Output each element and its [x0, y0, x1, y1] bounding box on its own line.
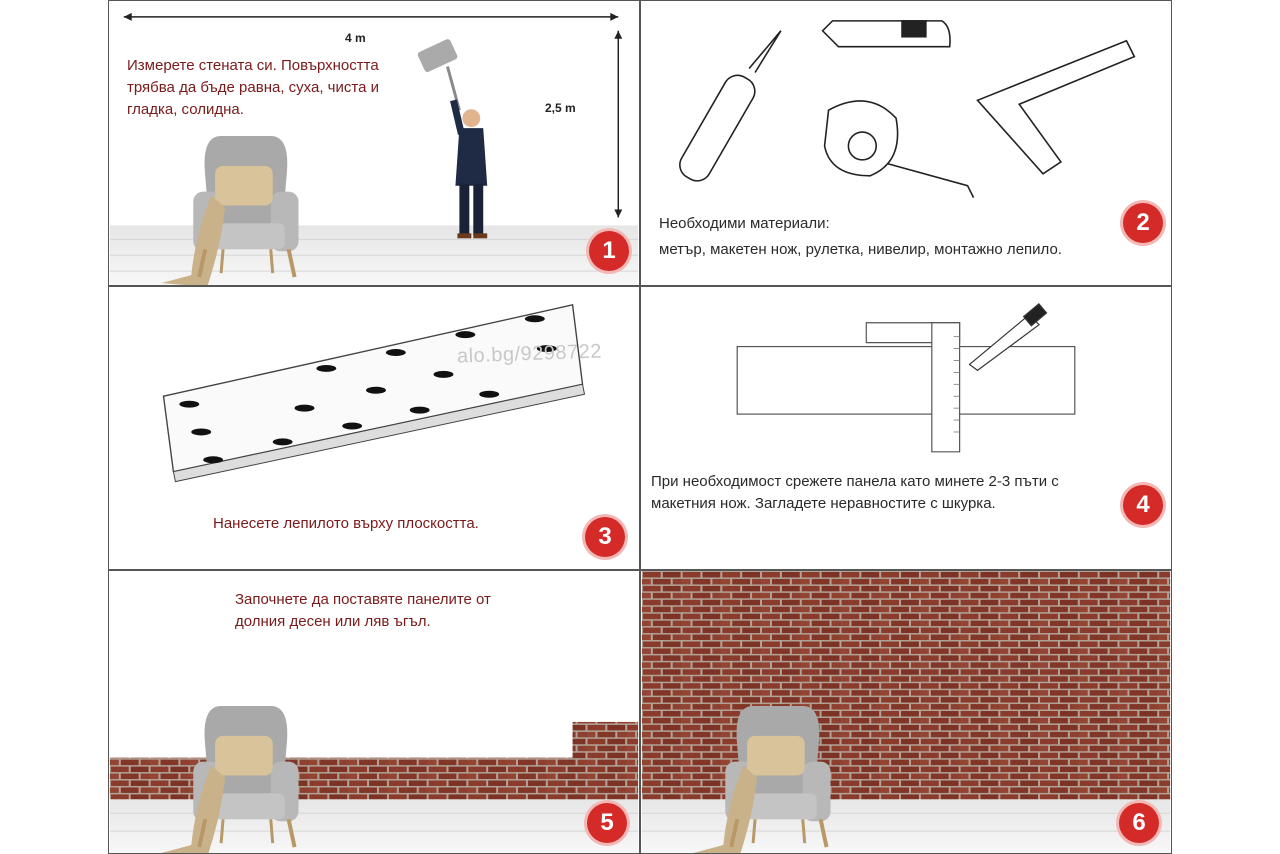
- step-4-badge: 4: [1123, 485, 1163, 525]
- square-ruler-icon: [977, 41, 1134, 174]
- step-1-badge: 1: [589, 231, 629, 271]
- instruction-grid: [108, 0, 1172, 854]
- height-label: 2,5 m: [545, 101, 576, 115]
- person-measuring-icon: [417, 38, 487, 238]
- utility-knife-icon: [823, 21, 950, 47]
- step-2-caption-line2: метър, макетен нож, рулетка, нивелир, монтажно лепило.: [659, 241, 1062, 258]
- step-2-caption-line1: Необходими материали:: [659, 215, 830, 232]
- step-3-panel: [108, 286, 640, 570]
- step-3-badge: 3: [585, 517, 625, 557]
- step-1-caption: Измерете стената си. Повърхността трябва да бъде равна, суха, чиста и гладка, солидна.: [127, 57, 379, 118]
- glue-tube-icon: [675, 31, 781, 186]
- step-5-caption: Започнете да поставяте панелите от долния десен или ляв ъгъл.: [235, 591, 491, 630]
- step-5-badge: 5: [587, 803, 627, 843]
- step-5-panel: [108, 570, 640, 854]
- step-6-panel: [640, 570, 1172, 854]
- step-4-panel: [640, 286, 1172, 570]
- watermark: alo.bg/9298722: [456, 340, 603, 368]
- step-4-caption: При необходимост срежете панела като минете 2-3 пъти с макетния нож. Загладете неравностите с шкурка.: [651, 473, 1059, 512]
- step-1-panel: [108, 0, 640, 286]
- step-2-panel: [640, 0, 1172, 286]
- step-6-badge: 6: [1119, 803, 1159, 843]
- step-3-caption: Нанесете лепилото върху плоскостта.: [213, 515, 479, 532]
- width-label: 4 m: [345, 31, 366, 45]
- tape-measure-icon: [825, 101, 974, 198]
- finished-wall-illustration: [641, 571, 1171, 853]
- cut-panel-illustration: [641, 287, 1171, 569]
- wall-measure-illustration: [109, 1, 639, 285]
- step-2-badge: 2: [1123, 203, 1163, 243]
